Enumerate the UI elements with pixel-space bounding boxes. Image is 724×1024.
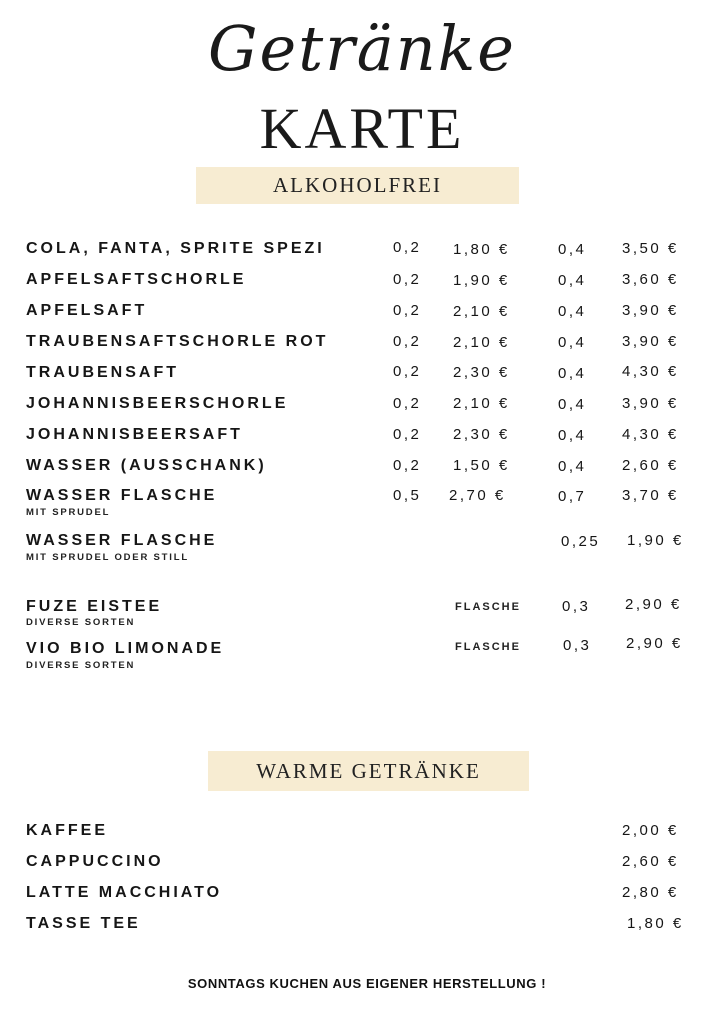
item-price: 2,00 € [622, 822, 679, 839]
item-name: TASSE TEE [26, 915, 141, 932]
item-name: WASSER FLASCHE [26, 487, 218, 504]
item-size-small: 0,2 [393, 395, 422, 412]
item-price-small: 2,10 € [453, 303, 510, 320]
item-name: APFELSAFTSCHORLE [26, 271, 247, 288]
item-price-large: 3,70 € [622, 487, 679, 504]
item-price: 2,80 € [622, 884, 679, 901]
item-size-small: 0,2 [393, 363, 422, 380]
item-container-label: FLASCHE [455, 641, 521, 653]
item-price-large: 3,50 € [622, 240, 679, 257]
item-size-small: 0,2 [393, 302, 422, 319]
item-size-small: 0,2 [393, 457, 422, 474]
item-price-large: 3,60 € [622, 271, 679, 288]
item-price-large: 2,60 € [622, 457, 679, 474]
item-price-small: 1,50 € [453, 457, 510, 474]
item-size-large: 0,4 [558, 365, 587, 382]
item-price-large: 1,90 € [627, 532, 684, 549]
item-size-large: 0,4 [558, 396, 587, 413]
item-size: 0,3 [562, 598, 591, 615]
item-price: 2,90 € [625, 596, 682, 613]
item-name: TRAUBENSAFTSCHORLE ROT [26, 333, 329, 350]
menu-script-title: Getränke [208, 12, 516, 85]
item-name: JOHANNISBEERSCHORLE [26, 395, 289, 412]
item-price: 1,80 € [627, 915, 684, 932]
item-price-large: 3,90 € [622, 395, 679, 412]
item-name: LATTE MACCHIATO [26, 884, 223, 901]
item-size-small: 0,2 [393, 426, 422, 443]
item-size-large: 0,4 [558, 458, 587, 475]
item-size-small: 0,2 [393, 333, 422, 350]
item-size-small: 0,2 [393, 271, 422, 288]
item-size-large: 0,4 [558, 272, 587, 289]
item-price-small: 2,70 € [449, 487, 506, 504]
item-size-large: 0,4 [558, 241, 587, 258]
item-price-large: 3,90 € [622, 302, 679, 319]
item-price-large: 3,90 € [622, 333, 679, 350]
item-name: WASSER FLASCHE [26, 532, 218, 549]
item-price-large: 4,30 € [622, 363, 679, 380]
item-size-large: 0,4 [558, 427, 587, 444]
item-size-large: 0,25 [561, 533, 601, 550]
item-price-small: 2,30 € [453, 364, 510, 381]
item-size-large: 0,7 [558, 488, 587, 505]
item-name: TRAUBENSAFT [26, 364, 179, 381]
section-heading-alkoholfrei: ALKOHOLFREI [196, 167, 519, 204]
section-heading-warm: WARME GETRÄNKE [208, 751, 529, 791]
item-price-small: 1,90 € [453, 272, 510, 289]
item-price-large: 4,30 € [622, 426, 679, 443]
item-name: VIO BIO LIMONADE [26, 640, 225, 657]
item-subtitle: MIT SPRUDEL ODER STILL [26, 552, 189, 563]
item-size-small: 0,5 [393, 487, 422, 504]
item-container-label: FLASCHE [455, 601, 521, 613]
item-name: FUZE EISTEE [26, 598, 163, 615]
item-price: 2,60 € [622, 853, 679, 870]
item-price-small: 2,30 € [453, 426, 510, 443]
footer-note: SONNTAGS KUCHEN AUS EIGENER HERSTELLUNG ! [187, 976, 547, 991]
item-name: CAPPUCCINO [26, 853, 164, 870]
item-name: JOHANNISBEERSAFT [26, 426, 243, 443]
item-price: 2,90 € [626, 635, 683, 652]
item-name: COLA, FANTA, SPRITE SPEZI [26, 240, 325, 257]
item-price-small: 2,10 € [453, 334, 510, 351]
item-size-large: 0,4 [558, 303, 587, 320]
item-name: APFELSAFT [26, 302, 148, 319]
item-subtitle: DIVERSE SORTEN [26, 660, 136, 671]
item-subtitle: MIT SPRUDEL [26, 507, 111, 518]
item-price-small: 1,80 € [453, 241, 510, 258]
menu-main-title: KARTE [259, 96, 465, 161]
item-name: WASSER (AUSSCHANK) [26, 457, 267, 474]
item-size: 0,3 [563, 637, 592, 654]
item-subtitle: DIVERSE SORTEN [26, 617, 136, 628]
item-size-large: 0,4 [558, 334, 587, 351]
item-price-small: 2,10 € [453, 395, 510, 412]
item-size-small: 0,2 [393, 239, 422, 256]
item-name: KAFFEE [26, 822, 108, 839]
